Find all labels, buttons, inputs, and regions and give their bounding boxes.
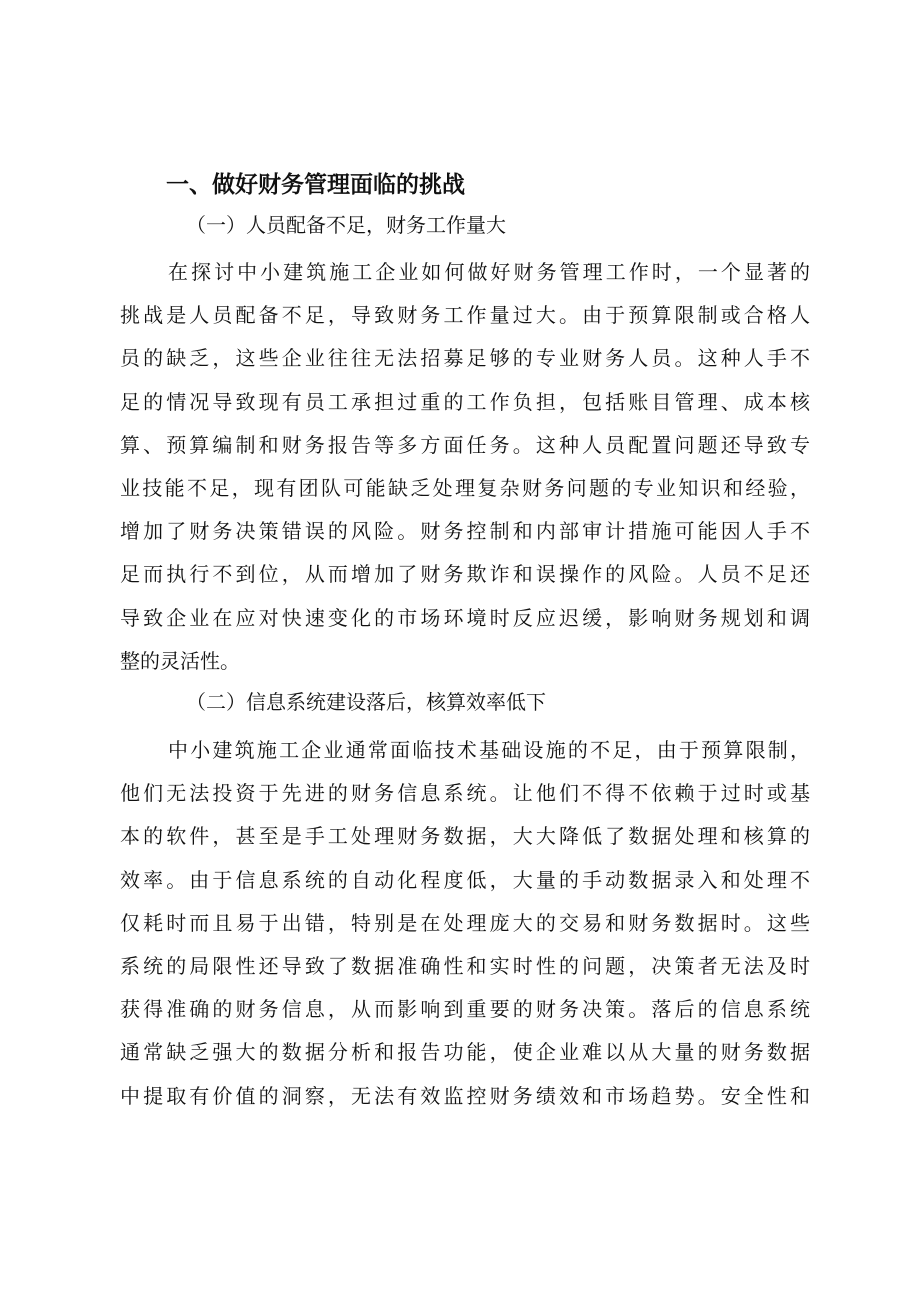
subsection-heading-1: （一）人员配备不足，财务工作量大 <box>186 213 506 237</box>
paragraph-line: 整的灵活性。 <box>120 648 240 673</box>
paragraph-line: 业技能不足，现有团队可能缺乏处理复杂财务问题的专业知识和经验， <box>120 475 810 500</box>
paragraph-line: 挑战是人员配备不足，导致财务工作量过大。由于预算限制或合格人 <box>120 303 810 328</box>
paragraph-line: 足而执行不到位，从而增加了财务欺诈和误操作的风险。人员不足还 <box>120 562 810 587</box>
paragraph-line: 他们无法投资于先进的财务信息系统。让他们不得不依赖于过时或基 <box>120 781 810 806</box>
paragraph-line: 通常缺乏强大的数据分析和报告功能，使企业难以从大量的财务数据 <box>120 1040 810 1065</box>
paragraph-line: 增加了财务决策错误的风险。财务控制和内部审计措施可能因人手不 <box>120 519 810 544</box>
paragraph-line: 本的软件，甚至是手工处理财务数据，大大降低了数据处理和核算的 <box>120 824 810 849</box>
paragraph-line: 导致企业在应对快速变化的市场环境时反应迟缓，影响财务规划和调 <box>120 605 810 630</box>
paragraph-1 <box>120 251 810 683</box>
paragraph-line: 获得准确的财务信息，从而影响到重要的财务决策。落后的信息系统 <box>120 997 810 1022</box>
paragraph-line: 中提取有价值的洞察，无法有效监控财务绩效和市场趋势。安全性和 <box>120 1083 810 1108</box>
paragraph-line: 在探讨中小建筑施工企业如何做好财务管理工作时，一个显著的 <box>168 260 810 284</box>
paragraph-line: 效率。由于信息系统的自动化程度低，大量的手动数据录入和处理不 <box>120 867 810 892</box>
paragraph-line: 足的情况导致现有员工承担过重的工作负担，包括账目管理、成本核 <box>120 389 810 414</box>
paragraph-2 <box>120 729 810 1118</box>
subsection-heading-2: （二）信息系统建设落后，核算效率低下 <box>186 690 546 714</box>
paragraph-line: 算、预算编制和财务报告等多方面任务。这种人员配置问题还导致专 <box>120 432 810 457</box>
paragraph-line: 仅耗时而且易于出错，特别是在处理庞大的交易和财务数据时。这些 <box>120 910 810 935</box>
paragraph-line: 系统的局限性还导致了数据准确性和实时性的问题，决策者无法及时 <box>120 953 810 978</box>
paragraph-line: 中小建筑施工企业通常面临技术基础设施的不足，由于预算限制， <box>168 738 810 762</box>
section-heading: 一、做好财务管理面临的挑战 <box>166 172 465 198</box>
paragraph-line: 员的缺乏，这些企业往往无法招募足够的专业财务人员。这种人手不 <box>120 346 810 371</box>
